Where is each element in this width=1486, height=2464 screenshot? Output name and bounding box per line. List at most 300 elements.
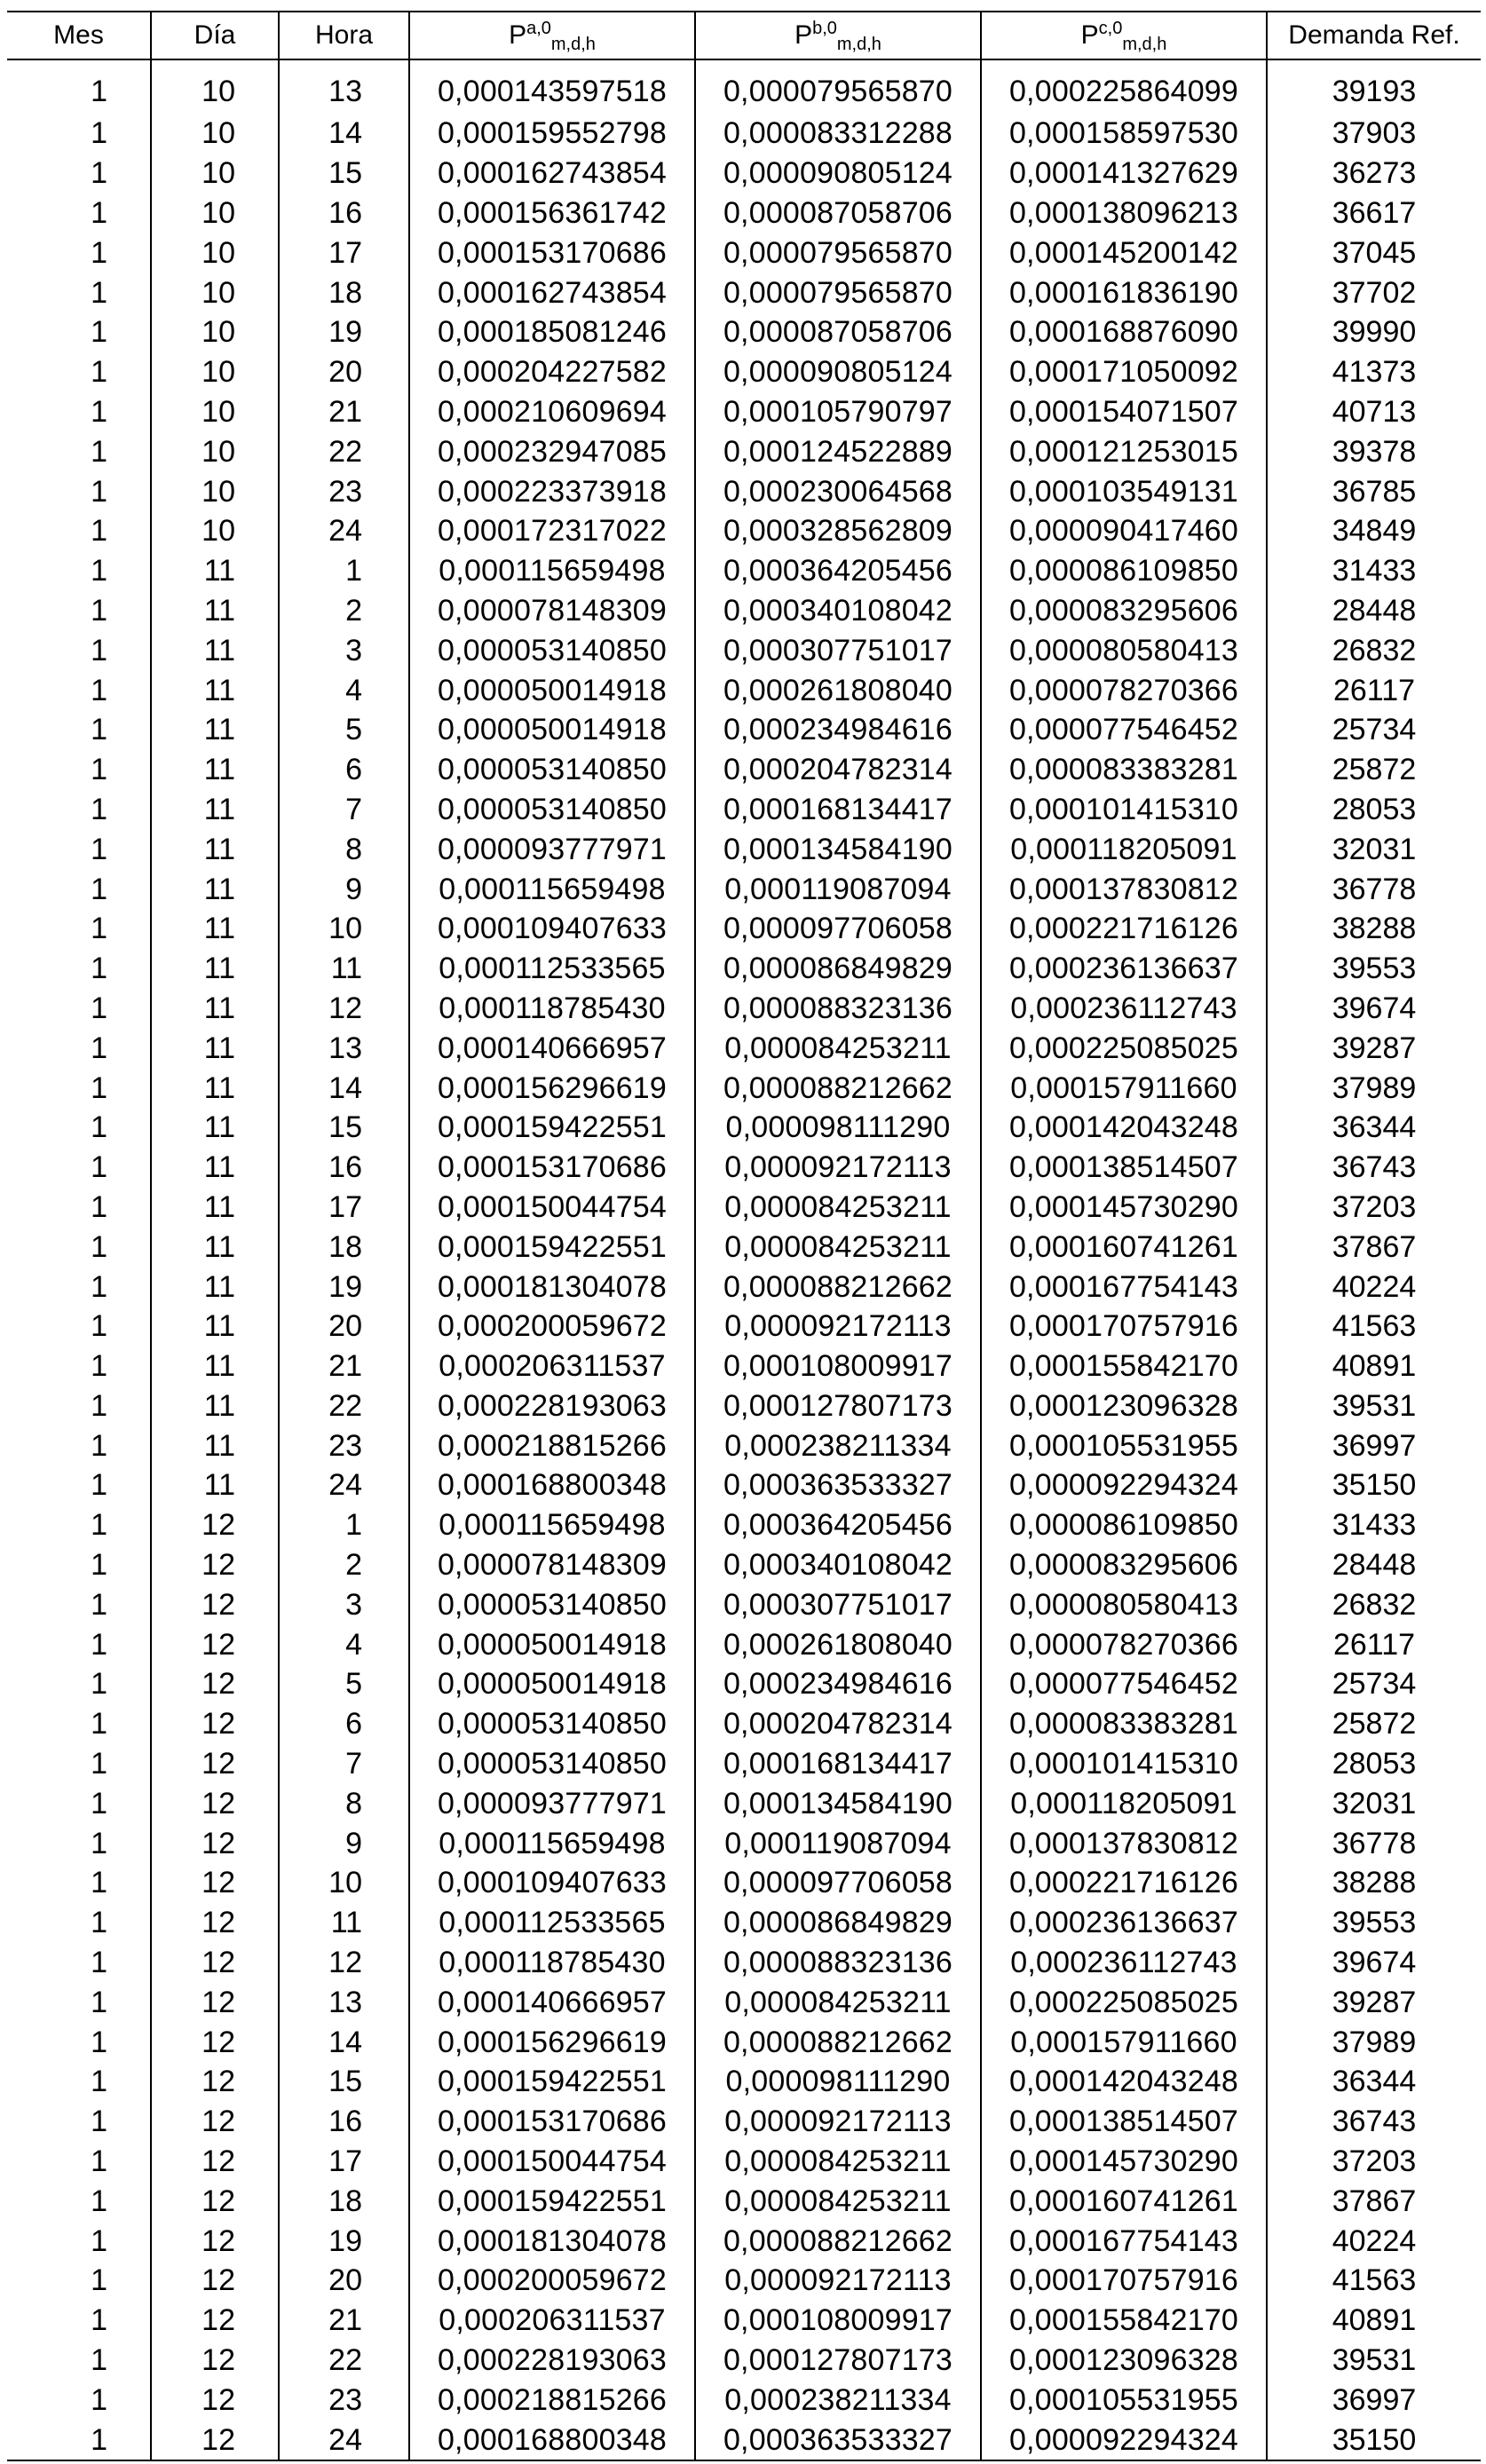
cell-hora: 10 <box>279 909 409 949</box>
cell-hora: 24 <box>279 511 409 551</box>
cell-pa: 0,000115659498 <box>409 551 695 591</box>
cell-pa: 0,000053140850 <box>409 1584 695 1624</box>
cell-pa: 0,000115659498 <box>409 1823 695 1863</box>
cell-pa: 0,000053140850 <box>409 790 695 830</box>
cell-hora: 17 <box>279 1188 409 1228</box>
cell-demanda: 39378 <box>1267 431 1481 471</box>
cell-pb: 0,000079565870 <box>695 59 981 114</box>
cell-hora: 7 <box>279 790 409 830</box>
cell-pa: 0,000118785430 <box>409 989 695 1029</box>
cell-hora: 15 <box>279 2062 409 2102</box>
cell-pa: 0,000159422551 <box>409 2062 695 2102</box>
table-header <box>7 12 1481 59</box>
cell-demanda: 25734 <box>1267 710 1481 750</box>
cell-pb: 0,000134584190 <box>695 829 981 869</box>
table-row <box>7 1744 1481 1784</box>
cell-pc: 0,000167754143 <box>981 1267 1267 1307</box>
table-row <box>7 2261 1481 2301</box>
cell-dia: 11 <box>151 670 279 710</box>
cell-hora: 4 <box>279 670 409 710</box>
cell-dia: 12 <box>151 2261 279 2301</box>
cell-pa: 0,000206311537 <box>409 2301 695 2341</box>
cell-dia: 11 <box>151 1068 279 1108</box>
cell-demanda: 39674 <box>1267 989 1481 1029</box>
table-body <box>7 59 1481 2460</box>
cell-pa: 0,000181304078 <box>409 1267 695 1307</box>
cell-pb: 0,000364205456 <box>695 1505 981 1545</box>
cell-dia: 10 <box>151 511 279 551</box>
cell-demanda: 31433 <box>1267 1505 1481 1545</box>
cell-pb: 0,000083312288 <box>695 114 981 154</box>
cell-pb: 0,000090805124 <box>695 154 981 193</box>
cell-demanda: 39193 <box>1267 59 1481 114</box>
table-row <box>7 949 1481 989</box>
cell-demanda: 39674 <box>1267 1943 1481 1983</box>
cell-pa: 0,000078148309 <box>409 591 695 631</box>
cell-hora: 8 <box>279 1783 409 1823</box>
cell-dia: 12 <box>151 2221 279 2261</box>
cell-demanda: 28053 <box>1267 790 1481 830</box>
cell-pb: 0,000363533327 <box>695 1465 981 1505</box>
cell-pc: 0,000137830812 <box>981 1823 1267 1863</box>
cell-pb: 0,000092172113 <box>695 1307 981 1347</box>
cell-pb: 0,000084253211 <box>695 1188 981 1228</box>
cell-pc: 0,000080580413 <box>981 1584 1267 1624</box>
cell-pb: 0,000238211334 <box>695 2380 981 2420</box>
cell-pc: 0,000161836190 <box>981 272 1267 312</box>
cell-hora: 17 <box>279 2142 409 2182</box>
cell-pc: 0,000137830812 <box>981 869 1267 909</box>
cell-hora: 13 <box>279 1028 409 1068</box>
cell-pc: 0,000083295606 <box>981 1545 1267 1585</box>
table-row <box>7 2420 1481 2460</box>
cell-demanda: 41563 <box>1267 2261 1481 2301</box>
cell-mes: 1 <box>91 1388 107 1423</box>
table-row <box>7 2341 1481 2381</box>
cell-mes: 1 <box>91 554 107 588</box>
table-row <box>7 1863 1481 1903</box>
cell-hora: 24 <box>279 1465 409 1505</box>
cell-hora: 14 <box>279 1068 409 1108</box>
table-row <box>7 431 1481 471</box>
cell-dia: 11 <box>151 1028 279 1068</box>
cell-pa: 0,000053140850 <box>409 630 695 670</box>
cell-hora: 13 <box>279 1982 409 2022</box>
cell-demanda: 26832 <box>1267 1584 1481 1624</box>
cell-pb: 0,000230064568 <box>695 471 981 511</box>
cell-pa: 0,000153170686 <box>409 233 695 272</box>
cell-dia: 11 <box>151 1307 279 1347</box>
cell-mes: 1 <box>91 872 107 906</box>
cell-pb: 0,000124522889 <box>695 431 981 471</box>
cell-dia: 11 <box>151 1465 279 1505</box>
cell-demanda: 39287 <box>1267 1028 1481 1068</box>
table-row <box>7 392 1481 432</box>
cell-mes: 1 <box>91 474 107 509</box>
cell-mes: 1 <box>91 633 107 667</box>
table-row <box>7 2142 1481 2182</box>
cell-hora: 5 <box>279 710 409 750</box>
cell-pb: 0,000261808040 <box>695 670 981 710</box>
cell-mes: 1 <box>91 1349 107 1384</box>
table-row <box>7 1347 1481 1386</box>
cell-pc: 0,000118205091 <box>981 1783 1267 1823</box>
cell-dia: 12 <box>151 1704 279 1744</box>
cell-pc: 0,000157911660 <box>981 2022 1267 2062</box>
cell-dia: 10 <box>151 471 279 511</box>
table-row <box>7 1028 1481 1068</box>
cell-pc: 0,000170757916 <box>981 1307 1267 1347</box>
cell-pa: 0,000050014918 <box>409 1664 695 1704</box>
cell-dia: 11 <box>151 869 279 909</box>
cell-hora: 19 <box>279 2221 409 2261</box>
cell-mes: 1 <box>91 2343 107 2378</box>
cell-mes: 1 <box>91 1269 107 1304</box>
cell-hora: 18 <box>279 272 409 312</box>
cell-pa: 0,000078148309 <box>409 1545 695 1585</box>
table-row <box>7 909 1481 949</box>
header-demanda: Demanda Ref. <box>1267 12 1481 59</box>
cell-pc: 0,000083383281 <box>981 1704 1267 1744</box>
cell-dia: 11 <box>151 1267 279 1307</box>
cell-pb: 0,000088212662 <box>695 2022 981 2062</box>
cell-pb: 0,000088323136 <box>695 989 981 1029</box>
cell-mes: 1 <box>91 275 107 310</box>
cell-mes: 1 <box>91 952 107 986</box>
cell-dia: 11 <box>151 949 279 989</box>
cell-demanda: 37702 <box>1267 272 1481 312</box>
cell-pb: 0,000087058706 <box>695 312 981 352</box>
cell-hora: 18 <box>279 1227 409 1267</box>
cell-dia: 10 <box>151 193 279 233</box>
cell-demanda: 36778 <box>1267 869 1481 909</box>
cell-pc: 0,000105531955 <box>981 1425 1267 1465</box>
header-pa-base: P <box>509 20 527 50</box>
cell-pa: 0,000050014918 <box>409 1624 695 1664</box>
cell-pa: 0,000109407633 <box>409 909 695 949</box>
cell-pc: 0,000160741261 <box>981 1227 1267 1267</box>
table-row <box>7 2181 1481 2221</box>
header-pb-sup: b,0 <box>812 19 837 38</box>
table-row <box>7 233 1481 272</box>
cell-demanda: 28448 <box>1267 1545 1481 1585</box>
cell-dia: 11 <box>151 1347 279 1386</box>
cell-hora: 13 <box>279 59 409 114</box>
cell-dia: 11 <box>151 630 279 670</box>
cell-pc: 0,000158597530 <box>981 114 1267 154</box>
cell-pa: 0,000159422551 <box>409 1227 695 1267</box>
cell-dia: 11 <box>151 1148 279 1188</box>
cell-demanda: 36778 <box>1267 1823 1481 1863</box>
header-pc <box>981 12 1267 59</box>
cell-mes: 1 <box>91 713 107 747</box>
table-row <box>7 1425 1481 1465</box>
cell-hora: 22 <box>279 431 409 471</box>
cell-pb: 0,000119087094 <box>695 869 981 909</box>
cell-demanda: 25734 <box>1267 1664 1481 1704</box>
table-row <box>7 1307 1481 1347</box>
table-row <box>7 2221 1481 2261</box>
cell-hora: 9 <box>279 1823 409 1863</box>
cell-pc: 0,000154071507 <box>981 392 1267 432</box>
cell-hora: 2 <box>279 591 409 631</box>
cell-dia: 11 <box>151 1108 279 1148</box>
cell-pb: 0,000307751017 <box>695 1584 981 1624</box>
cell-pb: 0,000088212662 <box>695 2221 981 2261</box>
cell-demanda: 40891 <box>1267 2301 1481 2341</box>
cell-mes: 1 <box>91 2263 107 2298</box>
cell-pc: 0,000236136637 <box>981 1903 1267 1943</box>
cell-pa: 0,000204227582 <box>409 352 695 392</box>
cell-dia: 11 <box>151 989 279 1029</box>
cell-pb: 0,000307751017 <box>695 630 981 670</box>
cell-hora: 3 <box>279 1584 409 1624</box>
cell-hora: 3 <box>279 630 409 670</box>
cell-pa: 0,000206311537 <box>409 1347 695 1386</box>
cell-dia: 10 <box>151 392 279 432</box>
cell-hora: 15 <box>279 1108 409 1148</box>
cell-pa: 0,000232947085 <box>409 431 695 471</box>
cell-pc: 0,000236136637 <box>981 949 1267 989</box>
cell-pb: 0,000098111290 <box>695 2062 981 2102</box>
cell-dia: 11 <box>151 790 279 830</box>
cell-mes: 1 <box>91 2223 107 2258</box>
cell-hora: 16 <box>279 1148 409 1188</box>
table-row <box>7 1068 1481 1108</box>
cell-mes: 1 <box>91 832 107 866</box>
table-row <box>7 1505 1481 1545</box>
cell-pb: 0,000105790797 <box>695 392 981 432</box>
table-row <box>7 1584 1481 1624</box>
cell-pb: 0,000328562809 <box>695 511 981 551</box>
header-pc-sup: c,0 <box>1098 19 1123 38</box>
cell-pa: 0,000162743854 <box>409 154 695 193</box>
table-row <box>7 1148 1481 1188</box>
cell-mes: 1 <box>91 673 107 707</box>
cell-pb: 0,000097706058 <box>695 909 981 949</box>
cell-pc: 0,000078270366 <box>981 1624 1267 1664</box>
cell-pc: 0,000142043248 <box>981 1108 1267 1148</box>
cell-dia: 12 <box>151 1505 279 1545</box>
cell-pb: 0,000084253211 <box>695 1227 981 1267</box>
cell-dia: 12 <box>151 2022 279 2062</box>
cell-hora: 24 <box>279 2420 409 2460</box>
cell-pc: 0,000118205091 <box>981 829 1267 869</box>
cell-demanda: 36344 <box>1267 1108 1481 1148</box>
cell-mes: 1 <box>91 1946 107 1980</box>
cell-pb: 0,000084253211 <box>695 2142 981 2182</box>
cell-demanda: 38288 <box>1267 1863 1481 1903</box>
cell-pc: 0,000167754143 <box>981 2221 1267 2261</box>
cell-dia: 12 <box>151 1624 279 1664</box>
cell-hora: 6 <box>279 750 409 790</box>
cell-demanda: 37867 <box>1267 1227 1481 1267</box>
table-row <box>7 1465 1481 1505</box>
table-row <box>7 670 1481 710</box>
cell-mes: 1 <box>91 1707 107 1741</box>
cell-pa: 0,000210609694 <box>409 392 695 432</box>
cell-dia: 11 <box>151 829 279 869</box>
cell-pa: 0,000200059672 <box>409 2261 695 2301</box>
cell-mes: 1 <box>91 1786 107 1820</box>
table-row <box>7 989 1481 1029</box>
cell-mes: 1 <box>91 1587 107 1622</box>
cell-pc: 0,000138514507 <box>981 2102 1267 2142</box>
cell-pb: 0,000108009917 <box>695 2301 981 2341</box>
cell-demanda: 35150 <box>1267 2420 1481 2460</box>
cell-pc: 0,000092294324 <box>981 2420 1267 2460</box>
table-row <box>7 193 1481 233</box>
cell-mes: 1 <box>91 1906 107 1940</box>
cell-pc: 0,000078270366 <box>981 670 1267 710</box>
cell-hora: 11 <box>279 949 409 989</box>
cell-pa: 0,000109407633 <box>409 1863 695 1903</box>
cell-pb: 0,000079565870 <box>695 272 981 312</box>
cell-pc: 0,000225085025 <box>981 1982 1267 2022</box>
cell-hora: 12 <box>279 989 409 1029</box>
cell-pa: 0,000140666957 <box>409 1028 695 1068</box>
cell-hora: 20 <box>279 1307 409 1347</box>
cell-hora: 1 <box>279 551 409 591</box>
cell-mes: 1 <box>91 514 107 549</box>
cell-pa: 0,000168800348 <box>409 2420 695 2460</box>
cell-pc: 0,000225085025 <box>981 1028 1267 1068</box>
cell-hora: 15 <box>279 154 409 193</box>
cell-hora: 16 <box>279 193 409 233</box>
table-row <box>7 591 1481 631</box>
cell-dia: 11 <box>151 1386 279 1426</box>
cell-pa: 0,000093777971 <box>409 1783 695 1823</box>
cell-mes: 1 <box>91 195 107 230</box>
cell-pb: 0,000134584190 <box>695 1783 981 1823</box>
cell-mes: 1 <box>91 1548 107 1583</box>
cell-hora: 6 <box>279 1704 409 1744</box>
cell-demanda: 26117 <box>1267 670 1481 710</box>
cell-demanda: 41373 <box>1267 352 1481 392</box>
header-pc-base: P <box>1080 20 1099 50</box>
table-row <box>7 2301 1481 2341</box>
cell-demanda: 39553 <box>1267 949 1481 989</box>
cell-demanda: 40224 <box>1267 1267 1481 1307</box>
cell-hora: 19 <box>279 1267 409 1307</box>
cell-mes: 1 <box>91 1508 107 1543</box>
cell-pb: 0,000097706058 <box>695 1863 981 1903</box>
cell-dia: 12 <box>151 1744 279 1784</box>
cell-hora: 14 <box>279 2022 409 2062</box>
cell-demanda: 36785 <box>1267 471 1481 511</box>
cell-dia: 12 <box>151 1863 279 1903</box>
cell-pa: 0,000053140850 <box>409 750 695 790</box>
cell-pb: 0,000108009917 <box>695 1347 981 1386</box>
cell-mes: 1 <box>91 1826 107 1860</box>
cell-pc: 0,000236112743 <box>981 989 1267 1029</box>
cell-pc: 0,000105531955 <box>981 2380 1267 2420</box>
cell-dia: 11 <box>151 591 279 631</box>
cell-demanda: 36997 <box>1267 2380 1481 2420</box>
cell-hora: 21 <box>279 392 409 432</box>
cell-demanda: 37203 <box>1267 2142 1481 2182</box>
cell-pc: 0,000171050092 <box>981 352 1267 392</box>
cell-pc: 0,000101415310 <box>981 1744 1267 1784</box>
table-row <box>7 1267 1481 1307</box>
cell-mes: 1 <box>7 2420 151 2460</box>
cell-mes: 1 <box>91 1468 107 1503</box>
cell-mes: 1 <box>91 315 107 350</box>
table-row <box>7 471 1481 511</box>
cell-mes: 1 <box>91 2382 107 2417</box>
cell-pa: 0,000218815266 <box>409 1425 695 1465</box>
table-row <box>7 551 1481 591</box>
cell-mes: 1 <box>91 1866 107 1900</box>
cell-pc: 0,000123096328 <box>981 1386 1267 1426</box>
cell-pb: 0,000098111290 <box>695 1108 981 1148</box>
cell-mes: 1 <box>91 1309 107 1344</box>
cell-pa: 0,000143597518 <box>409 59 695 114</box>
header-pa-sub: m,d,h <box>550 35 596 54</box>
cell-pc: 0,000236112743 <box>981 1943 1267 1983</box>
cell-hora: 23 <box>279 1425 409 1465</box>
cell-pa: 0,000156296619 <box>409 2022 695 2062</box>
cell-pc: 0,000142043248 <box>981 2062 1267 2102</box>
cell-demanda: 39990 <box>1267 312 1481 352</box>
header-row <box>7 12 1481 59</box>
cell-pb: 0,000084253211 <box>695 2181 981 2221</box>
cell-pb: 0,000084253211 <box>695 1028 981 1068</box>
header-pc-sub: m,d,h <box>1122 35 1167 54</box>
cell-pa: 0,000156361742 <box>409 193 695 233</box>
cell-dia: 12 <box>151 1783 279 1823</box>
cell-demanda: 32031 <box>1267 1783 1481 1823</box>
cell-pa: 0,000168800348 <box>409 1465 695 1505</box>
cell-dia: 12 <box>151 2102 279 2142</box>
cell-demanda: 35150 <box>1267 1465 1481 1505</box>
cell-demanda: 37903 <box>1267 114 1481 154</box>
table-row <box>7 272 1481 312</box>
table-row <box>7 2062 1481 2102</box>
cell-pb: 0,000234984616 <box>695 710 981 750</box>
header-hora: Hora <box>279 12 409 59</box>
cell-pc: 0,000138514507 <box>981 1148 1267 1188</box>
cell-hora: 4 <box>279 1624 409 1664</box>
cell-mes: 1 <box>91 1428 107 1463</box>
cell-pb: 0,000238211334 <box>695 1425 981 1465</box>
cell-hora: 20 <box>279 352 409 392</box>
cell-hora: 21 <box>279 2301 409 2341</box>
cell-hora: 22 <box>279 1386 409 1426</box>
cell-mes: 1 <box>91 75 107 108</box>
cell-hora: 9 <box>279 869 409 909</box>
cell-hora: 22 <box>279 2341 409 2381</box>
cell-demanda: 34849 <box>1267 511 1481 551</box>
table-row <box>7 1386 1481 1426</box>
cell-mes: 1 <box>91 2065 107 2099</box>
cell-dia: 11 <box>151 750 279 790</box>
cell-pc: 0,000086109850 <box>981 551 1267 591</box>
cell-pc: 0,000155842170 <box>981 2301 1267 2341</box>
cell-hora: 19 <box>279 312 409 352</box>
cell-pa: 0,000200059672 <box>409 1307 695 1347</box>
cell-pb: 0,000084253211 <box>695 1982 981 2022</box>
cell-pa: 0,000181304078 <box>409 2221 695 2261</box>
table-row <box>7 869 1481 909</box>
cell-pa: 0,000218815266 <box>409 2380 695 2420</box>
cell-mes: 1 <box>91 355 107 390</box>
cell-dia: 12 <box>151 2301 279 2341</box>
table-row <box>7 154 1481 193</box>
cell-dia: 12 <box>151 2062 279 2102</box>
header-pb-sub: m,d,h <box>836 35 881 54</box>
cell-pb: 0,000086849829 <box>695 1903 981 1943</box>
